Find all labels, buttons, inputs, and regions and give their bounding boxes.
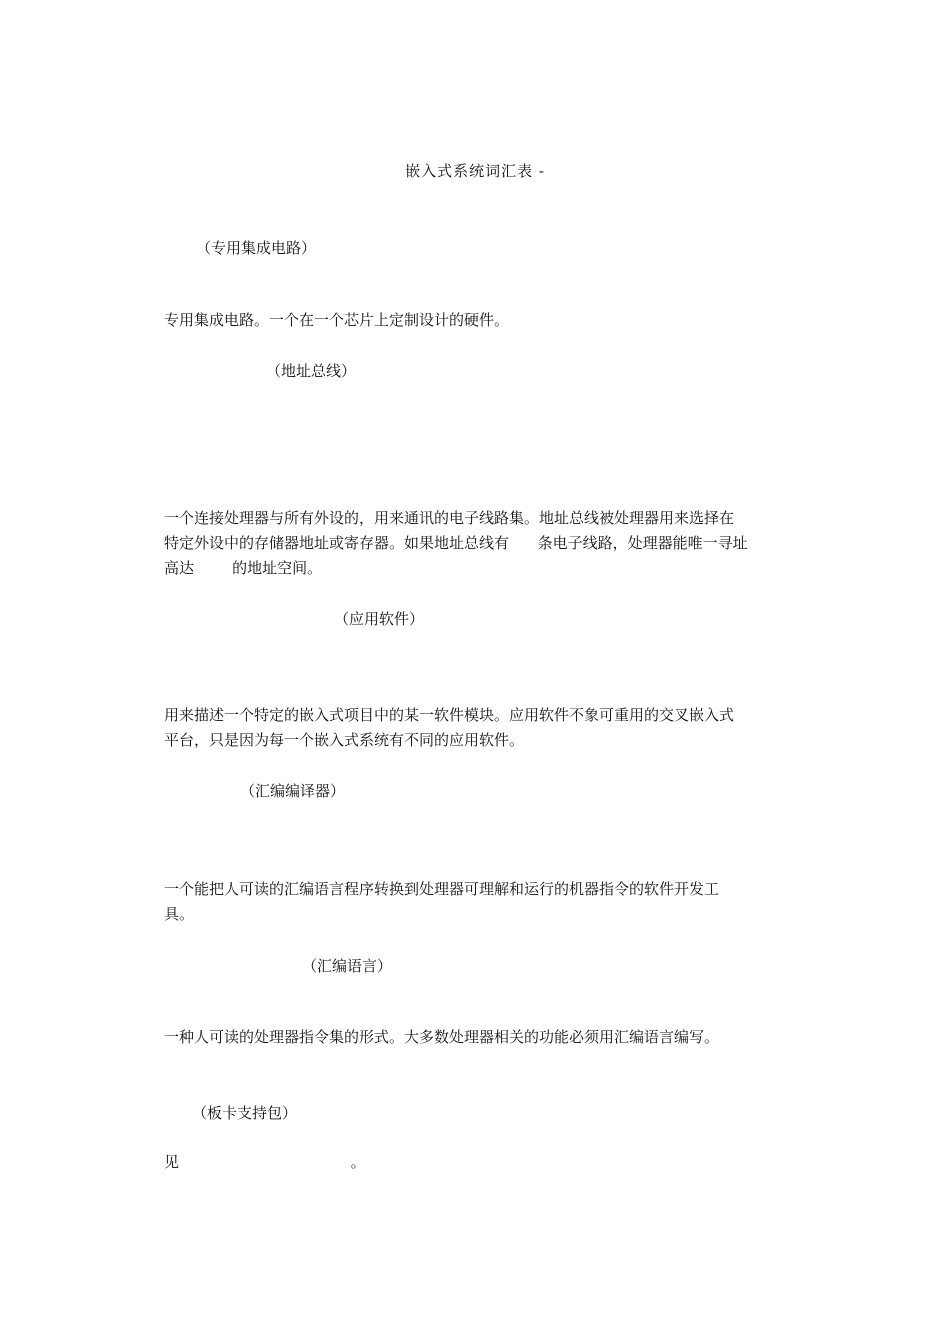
term-definition (164, 877, 809, 927)
term-heading: （应用软件） (334, 610, 425, 628)
definition-line: 一个连接处理器与所有外设的，用来通讯的电子线路集。地址总线被处理器用来选择在 (164, 509, 735, 527)
term-definition (164, 703, 809, 753)
document-title: 嵌入式系统词汇表 - (405, 162, 545, 180)
term-heading: （汇编语言） (302, 957, 393, 975)
definition-line: 用来描述一个特定的嵌入式项目中的某一软件模块。应用软件不象可重用的交叉嵌入式 (164, 706, 735, 724)
definition-line: 一种人可读的处理器指令集的形式。大多数处理器相关的功能必须用汇编语言编写。 (164, 1028, 720, 1046)
definition-line: 专用集成电路。一个在一个芯片上定制设计的硬件。 (164, 311, 510, 329)
definition-line: 特定外设中的存储器地址或寄存器。如果地址总线有 条电子线路，处理器能唯一寻址 (164, 534, 748, 552)
term-definition (164, 506, 809, 581)
definition-line: 见 。 (164, 1153, 366, 1171)
term-definition (164, 308, 809, 333)
definition-line: 高达 的地址空间。 (164, 559, 323, 577)
term-heading: （汇编编译器） (240, 782, 346, 800)
term-definition (164, 1025, 809, 1050)
term-heading: （地址总线） (266, 362, 357, 380)
definition-line: 平台，只是因为每一个嵌入式系统有不同的应用软件。 (164, 731, 525, 749)
definition-line: 一个能把人可读的汇编语言程序转换到处理器可理解和运行的机器指令的软件开发工 (164, 880, 720, 898)
term-heading: （板卡支持包） (192, 1104, 298, 1122)
definition-line: 具。 (164, 905, 195, 923)
term-definition (164, 1150, 809, 1175)
term-heading: （专用集成电路） (196, 239, 317, 257)
